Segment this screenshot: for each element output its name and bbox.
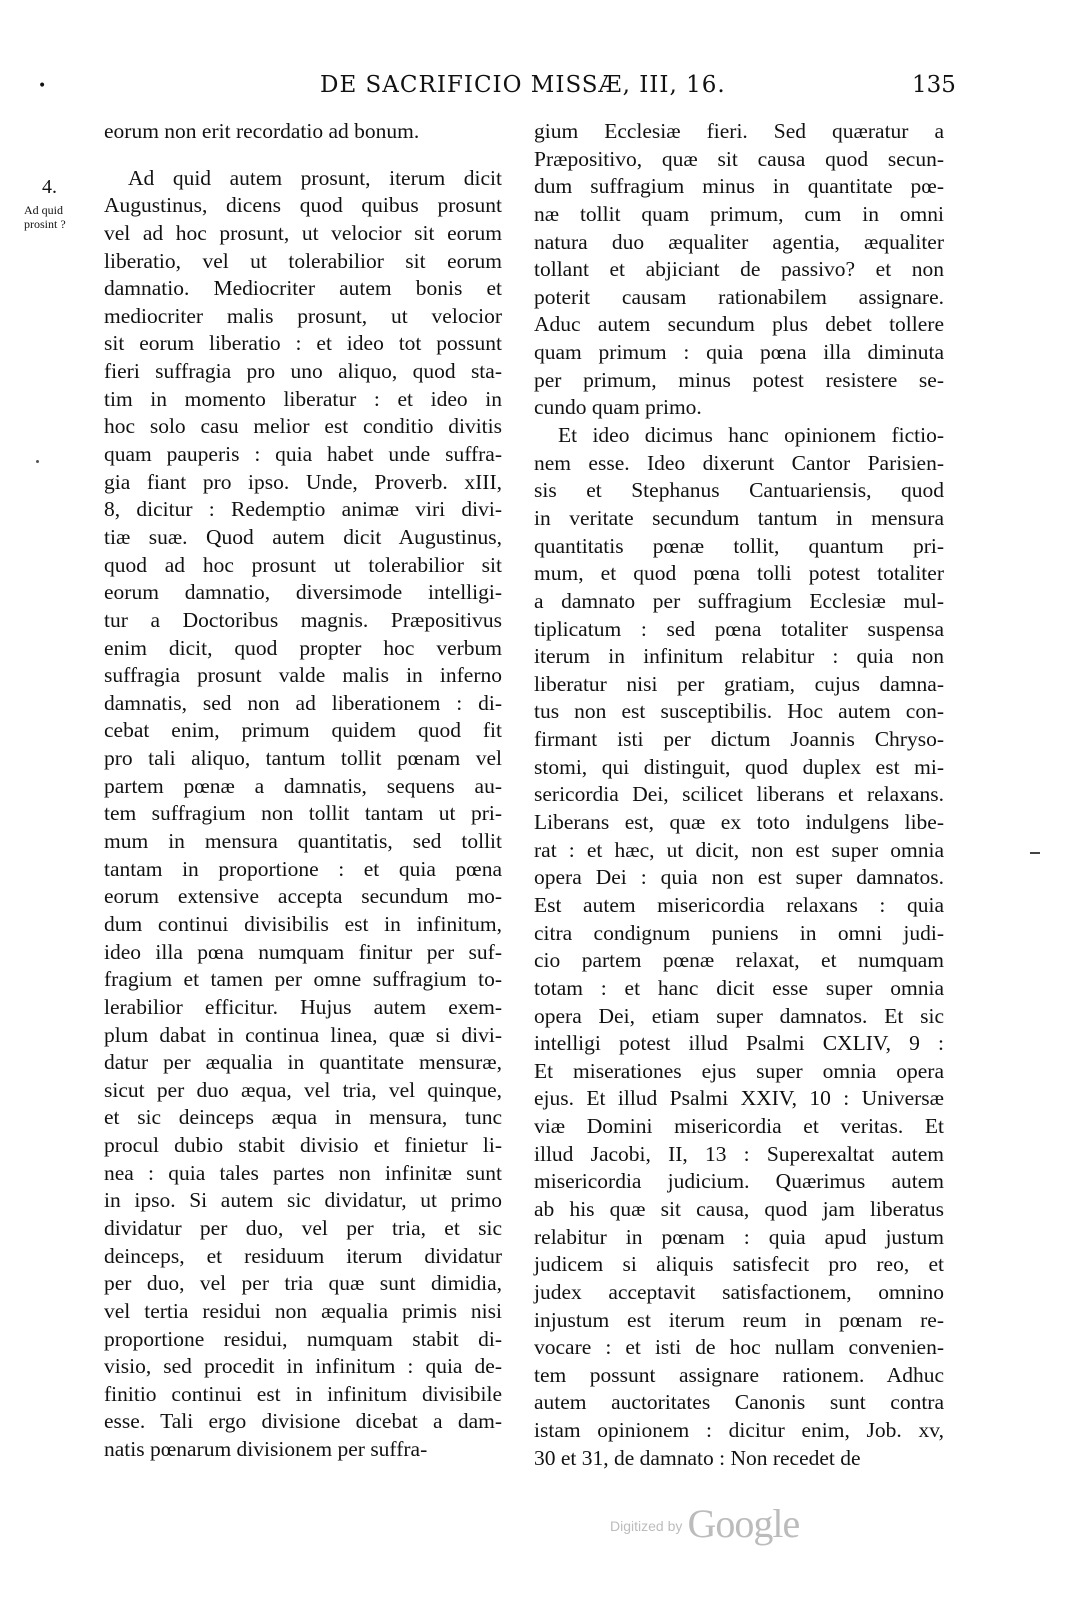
text-line: pro tali aliquo, tantum tollit pœnam vel: [104, 746, 502, 771]
text-line: tantam in proportione : et quia pœna: [104, 856, 502, 881]
text-line: sericordia Dei, scilicet liberans et relaxans.: [534, 782, 944, 807]
text-line: eorum damnatio, diversimode intelligi-: [104, 580, 502, 605]
text-line: sis et Stephanus Cantuariensis, quod: [534, 478, 944, 503]
text-line: dividatur per duo, vel per tria, et sic: [104, 1215, 502, 1240]
text-line: damnatis, sed non ad liberationem : di-: [104, 690, 502, 715]
text-line: liberatio, vel ut tolerabilior sit eorum: [104, 248, 502, 273]
text-line: poterit causam rationabilem assignare.: [534, 284, 944, 309]
text-line: deinceps, et residuum iterum dividatur: [104, 1243, 502, 1268]
text-line: viæ Domini misericordia et veritas. Et: [534, 1114, 944, 1139]
digitized-label: Digitized by: [610, 1518, 683, 1534]
text-line: Ad quid autem prosunt, iterum dicit: [128, 165, 502, 190]
text-line: intelligi potest illud Psalmi CXLIV, 9 :: [534, 1031, 944, 1056]
text-line: esse. Tali ergo divisione dicebat a dam-: [104, 1409, 502, 1434]
text-line: tus non est susceptibilis. Hoc autem con-: [534, 699, 944, 724]
text-line: visio, sed procedit in infinitum : quia de-: [104, 1354, 502, 1379]
text-line: Liberans est, quæ ex toto indulgens libe-: [534, 810, 944, 835]
text-line: tem suffragium non tollit tantam ut pri-: [104, 801, 502, 826]
text-line: firmant isti per dictum Joannis Chryso-: [534, 727, 944, 752]
text-line: autem auctoritates Canonis sunt contra: [534, 1390, 944, 1415]
text-line: lerabilior efficitur. Hujus autem exem-: [104, 994, 502, 1019]
digitized-watermark: [610, 1500, 800, 1546]
text-line: nem esse. Ideo dixerunt Cantor Parisien-: [534, 450, 944, 475]
text-line: liberatur nisi per gratiam, cujus damna-: [534, 671, 944, 696]
text-line: 8, dicitur : Redemptio animæ viri divi-: [104, 497, 502, 522]
text-line: relabitur in pœnam : quia apud justum: [534, 1224, 944, 1249]
text-line: natura duo æqualiter agentia, æqualiter: [534, 229, 944, 254]
text-line: datur per æqualia in quantitate mensuræ,: [104, 1050, 502, 1075]
text-line: ejus. Et illud Psalmi XXIV, 10 : Universæ: [534, 1086, 944, 1111]
text-line: Aduc autem secundum plus debet tollere: [534, 312, 944, 337]
running-header: [0, 72, 1066, 106]
margin-note-line: prosint ?: [24, 217, 66, 231]
text-line: tur a Doctoribus magnis. Præpositivus: [104, 607, 502, 632]
text-line: quantitatis pœnæ tollit, quantum pri-: [534, 533, 944, 558]
text-line: vel ad hoc prosunt, ut velocior sit eorum: [104, 220, 502, 245]
text-line: mediocriter malis prosunt, ut velocior: [104, 303, 502, 328]
text-line: tem possunt assignare rationem. Adhuc: [534, 1362, 944, 1387]
page-title: DE SACRIFICIO MISSÆ, III, 16.: [320, 72, 726, 98]
text-line: stomi, qui distinguit, quod duplex est mi-: [534, 754, 944, 779]
text-line: fieri suffragia pro uno aliquo, quod sta-: [104, 359, 502, 384]
text-line: vel tertia residui non æqualia primis nisi: [104, 1298, 502, 1323]
text-line: nea : quia tales partes non infinitæ sunt: [104, 1160, 502, 1185]
text-line: istam opinionem : dicitur enim, Job. xv,: [534, 1418, 944, 1443]
text-line: dum continui divisibilis est in infinitum,: [104, 911, 502, 936]
text-line: hoc solo casu melior est conditio divitis: [104, 414, 502, 439]
text-line: judicem si aliquis satisfecit pro reo, et: [534, 1252, 944, 1277]
text-line: et sic deinceps æqua in mensura, tunc: [104, 1105, 502, 1130]
text-line: mum, et quod pœna tolli potest totaliter: [534, 561, 944, 586]
text-line: eorum non erit recordatio ad bonum.: [104, 119, 420, 143]
text-line: sicut per duo æqua, vel tria, vel quinque,: [104, 1077, 502, 1102]
text-line: in veritate secundum tantum in mensura: [534, 505, 944, 530]
text-line: citra condignum puniens in omni judi-: [534, 920, 944, 945]
text-line: gia fiant pro ipso. Unde, Proverb. xIII,: [104, 469, 502, 494]
text-line: Et ideo dicimus hanc opinionem fictio-: [558, 423, 944, 448]
text-line: sit eorum liberatio : et ideo tot possunt: [104, 331, 502, 356]
stray-mark: [1030, 852, 1040, 854]
text-line: natis pœnarum divisionem per suffra-: [104, 1437, 428, 1462]
text-line: tollant et abjiciant de passivo? et non: [534, 257, 944, 282]
text-line: misericordia judicium. Quærimus autem: [534, 1169, 944, 1194]
text-line: opera Dei : quia non est super damnatos.: [534, 865, 944, 890]
text-line: Et miserationes ejus super omnia opera: [534, 1058, 944, 1083]
text-line: a damnato per suffragium Ecclesiæ mul-: [534, 588, 944, 613]
text-line: quam primum : quia pœna illa diminuta: [534, 340, 944, 365]
text-line: ab his quæ sit causa, quod jam liberatus: [534, 1196, 944, 1221]
text-line: Est autem misericordia relaxans : quia: [534, 892, 944, 917]
text-line: dum suffragium minus in quantitate pœ-: [534, 174, 944, 199]
text-line: 30 et 31, de damnato : Non recedet de: [534, 1445, 861, 1470]
text-line: partem pœnæ a damnatis, sequens au-: [104, 773, 502, 798]
text-line: judex acceptavit satisfactionem, omnino: [534, 1279, 944, 1304]
text-line: fragium et tamen per omne suffragium to-: [104, 967, 502, 992]
text-line: tim in momento liberatur : et ideo in: [104, 386, 502, 411]
text-line: procul dubio stabit divisio et finietur li-: [104, 1133, 502, 1158]
margin-note-line: Ad quid: [24, 203, 63, 217]
text-line: iterum in infinitum relabitur : quia non: [534, 644, 944, 669]
text-line: tiæ suæ. Quod autem dicit Augustinus,: [104, 524, 502, 549]
section-number: 4.: [42, 176, 57, 198]
text-line: per duo, vel per tria quæ sunt dimidia,: [104, 1271, 502, 1296]
text-line: tiplicatum : sed pœna totaliter suspensa: [534, 616, 944, 641]
text-line: rat : et hæc, ut dicit, non est super omnia: [534, 837, 944, 862]
text-line: totam : et hanc dicit esse super omnia: [534, 975, 944, 1000]
text-line: injustum est iterum reum in pœnam re-: [534, 1307, 944, 1332]
text-line: enim dicit, quod propter hoc verbum: [104, 635, 502, 660]
text-line: ideo illa pœna numquam finitur per suf-: [104, 939, 502, 964]
text-line: eorum extensive accepta secundum mo-: [104, 884, 502, 909]
text-line: illud Jacobi, II, 13 : Superexaltat autem: [534, 1141, 944, 1166]
text-line: cebat enim, primum quidem quod fit: [104, 718, 502, 743]
text-line: cio partem pœnæ relaxat, et numquam: [534, 948, 944, 973]
text-line: suffragia prosunt valde malis in inferno: [104, 663, 502, 688]
text-line: Præpositivo, quæ sit causa quod secun-: [534, 146, 944, 171]
text-line: plum dabat in continua linea, quæ si divi-: [104, 1022, 502, 1047]
text-line: in ipso. Si autem sic dividatur, ut primo: [104, 1188, 502, 1213]
page-number: 135: [912, 72, 956, 98]
text-line: mum in mensura quantitatis, sed tollit: [104, 829, 502, 854]
text-line: quam pauperis : quia habet unde suffra-: [104, 442, 502, 467]
margin-note: [24, 203, 66, 231]
text-line: proportione residui, numquam stabit di-: [104, 1326, 502, 1351]
text-line: cundo quam primo.: [534, 395, 702, 420]
text-line: Augustinus, dicens quod quibus prosunt: [104, 193, 502, 218]
text-line: vocare : et isti de hoc nullam convenien-: [534, 1335, 944, 1360]
left-column: [104, 118, 502, 1464]
text-line: quod ad hoc prosunt ut tolerabilior sit: [104, 552, 502, 577]
paragraph-gap: [104, 146, 502, 165]
text-line: damnatio. Mediocriter autem bonis et: [104, 276, 502, 301]
text-line: næ tollit quam primum, cum in omni: [534, 201, 944, 226]
text-line: gium Ecclesiæ fieri. Sed quæratur a: [534, 119, 944, 143]
text-line: finitio continui est in infinitum divisibile: [104, 1381, 502, 1406]
stray-mark: [36, 460, 39, 463]
text-line: per primum, minus potest resistere se-: [534, 367, 944, 392]
header-dot: •: [38, 78, 47, 94]
right-column: [534, 118, 944, 1472]
google-logo: Google: [687, 1501, 800, 1546]
text-line: opera Dei, etiam super damnatos. Et sic: [534, 1003, 944, 1028]
